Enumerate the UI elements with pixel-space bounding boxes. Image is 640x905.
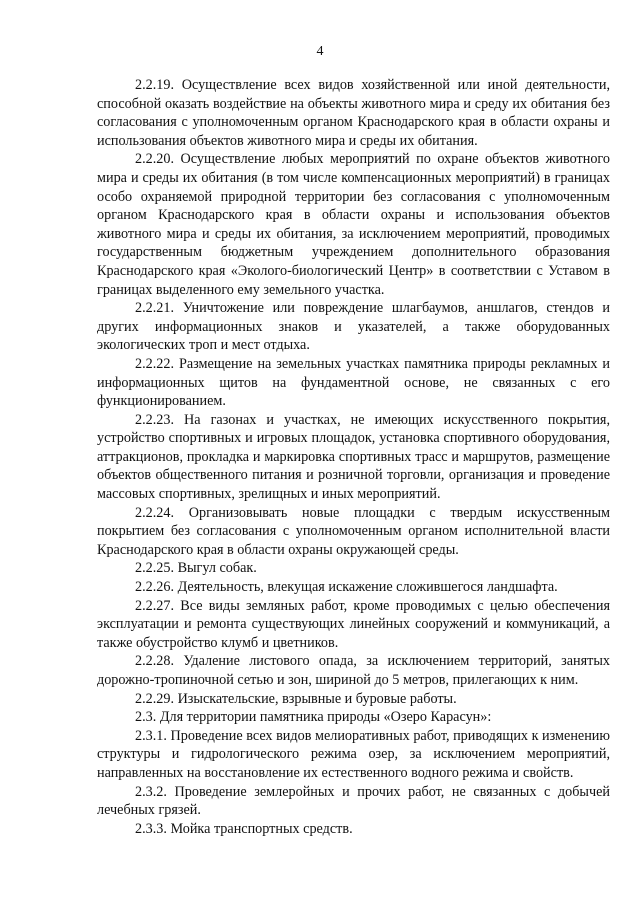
- page-number: 4: [316, 44, 324, 59]
- paragraph-2-3-1: 2.3.1. Проведение всех видов мелиоративных работ, приводящих к изменению структуры и гидрологического режима озер, за исключением мероприятий, направленных на восстановление их естественного водного режима и свойств.: [97, 727, 610, 781]
- paragraph-2-2-19: 2.2.19. Осуществление всех видов хозяйственной или иной деятельности, способной оказать воздействие на объекты животного мира и среду их обитания без согласования с уполномоченным органом Краснодарского края в области охраны и использования объектов животного мира и среды их обитания.: [97, 77, 610, 149]
- paragraph-2-2-23: 2.2.23. На газонах и участках, не имеющих искусственного покрытия, устройство спортивных и игровых площадок, установка спортивного оборудования, аттракционов, прокладка и маркировка спортивных трасс и маршрутов, размещение объектов общественного питания и розничной торговли, организация и проведение массовых спортивных, зрелищных и иных мероприятий.: [97, 411, 610, 503]
- paragraph-2-3-3: 2.3.3. Мойка транспортных средств.: [135, 820, 353, 837]
- paragraph-2-2-22: 2.2.22. Размещение на земельных участках памятника природы рекламных и информационных щитов на фундаментной основе, не связанных с его функционированием.: [97, 355, 610, 410]
- paragraph-2-2-26: 2.2.26. Деятельность, влекущая искажение сложившегося ландшафта.: [135, 579, 558, 596]
- paragraph-2-2-28: 2.2.28. Удаление листового опада, за исключением территорий, занятых дорожно-тропиночной сетью и зон, шириной до 5 метров, прилегающих к ним.: [97, 653, 610, 688]
- paragraph-2-2-24: 2.2.24. Организовывать новые площадки с твердым искусственным покрытием без согласования с уполномоченным органом исполнительной власти Краснодарского края в области охраны окружающей среды.: [97, 504, 610, 558]
- paragraph-2-2-20: 2.2.20. Осуществление любых мероприятий по охране объектов животного мира и среды их обитания (в том числе компенсационных мероприятий) в границах особо охраняемой природной территории без согласования с уполномоченным органом Краснодарского края в области охраны и использования объектов животного мира и среды их обитания, за исключением мероприятий, проводимых государственным бюджетным учреждением дополнительного образования Краснодарского края «Эколого-биологический Центр» в соответствии с Уставом в границах выделенного ему земельного участка.: [97, 151, 610, 298]
- paragraph-2-2-25: 2.2.25. Выгул собак.: [135, 560, 257, 577]
- section-2-3-heading: 2.3. Для территории памятника природы «Озеро Карасун»:: [135, 709, 492, 726]
- paragraph-2-2-27: 2.2.27. Все виды земляных работ, кроме проводимых с целью обеспечения эксплуатации и ремонта существующих линейных сооружений и коммуникаций, а также обустройство клумб и цветников.: [97, 597, 610, 651]
- paragraph-2-2-21: 2.2.21. Уничтожение или повреждение шлагбаумов, аншлагов, стендов и других информационных знаков и указателей, а также оборудованных экологических троп и мест отдыха.: [97, 300, 610, 354]
- document-body: [97, 76, 610, 838]
- paragraph-2-3-2: 2.3.2. Проведение землеройных и прочих работ, не связанных с добычей лечебных грязей.: [97, 783, 610, 819]
- paragraph-2-2-29: 2.2.29. Изыскательские, взрывные и буровые работы.: [135, 690, 457, 707]
